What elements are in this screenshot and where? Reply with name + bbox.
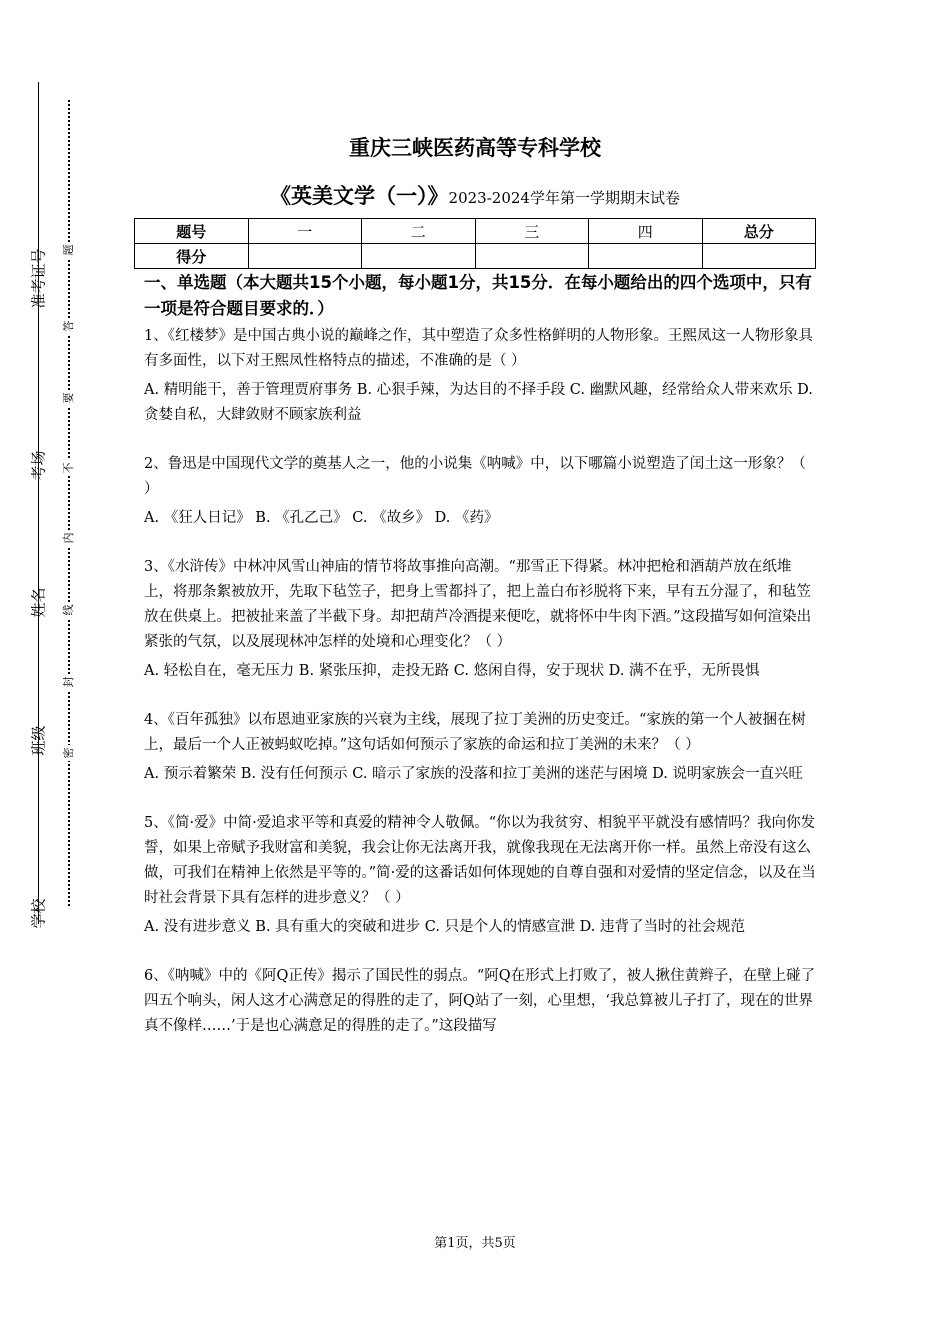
question-stem: 5、《简·爱》中简·爱追求平等和真爱的精神令人敬佩。“你以为我贫穷、相貌平平就没有感情吗？我向你发誓，如果上帝赋予我财富和美貌，我会让你无法离开我，就像我现在无法离开你一样。虽然上帝没有这么做，可我们在精神上依然是平等的。”简·爱的这番话如何体现她的自尊自强和对爱情的坚定信念，以及在当时社会背景下具有怎样的进步意义？（ ） bbox=[144, 815, 816, 906]
score-header-cell: 一 bbox=[248, 219, 362, 244]
term-label: 2023-2024学年第一学期期末试卷 bbox=[448, 189, 680, 207]
question-stem: 3、《水浒传》中林冲风雪山神庙的情节将故事推向高潮。“那雪正下得紧。林冲把枪和酒葫芦放在纸堆上，将那条絮被放开，先取下毡笠子，把身上雪都抖了，把上盖白布衫脱将下来，早有五分湿了，和毡笠放在供桌上。把被扯来盖了半截下身。却把葫芦冷酒提来便吃，就将怀中牛肉下酒。”这段描写如何渲染出紧张的气氛，以及展现林冲怎样的处境和心理变化？（ ） bbox=[144, 559, 812, 650]
question-item bbox=[144, 452, 816, 531]
question-options: A. 《狂人日记》 B. 《孔乙己》 C. 《故乡》 D. 《药》 bbox=[144, 510, 499, 526]
school-title: 重庆三峡医药高等专科学校 bbox=[349, 136, 601, 160]
seal-char: 内 bbox=[60, 530, 76, 546]
question-stem: 4、《百年孤独》以布恩迪亚家族的兴衰为主线，展现了拉丁美洲的历史变迁。“家族的第一个人被捆在树上，最后一个人正被蚂蚁吃掉。”这句话如何预示了家族的命运和拉丁美洲的未来？（ ） bbox=[144, 712, 806, 753]
question-options: A. 没有进步意义 B. 具有重大的突破和进步 C. 只是个人的情感宣泄 D. 违背了当时的社会规范 bbox=[144, 919, 746, 935]
question-item bbox=[144, 708, 816, 787]
score-cell bbox=[248, 244, 362, 269]
score-table-score-row bbox=[135, 244, 816, 269]
score-header-cell: 二 bbox=[362, 219, 476, 244]
question-stem: 2、鲁迅是中国现代文学的奠基人之一，他的小说集《呐喊》中，以下哪篇小说塑造了闰土这一形象？（ ） bbox=[144, 456, 806, 497]
question-options: A. 预示着繁荣 B. 没有任何预示 C. 暗示了家族的没落和拉丁美洲的迷茫与困境 D. 说明家族会一直兴旺 bbox=[144, 766, 804, 782]
binding-label-class: 班级 bbox=[29, 725, 48, 756]
seal-char: 题 bbox=[60, 242, 76, 258]
seal-char: 封 bbox=[60, 674, 76, 690]
score-header-cell: 三 bbox=[475, 219, 589, 244]
binding-label-name: 姓名 bbox=[29, 587, 48, 618]
score-row-label: 得分 bbox=[135, 244, 249, 269]
seal-char: 要 bbox=[60, 390, 76, 406]
question-item bbox=[144, 324, 816, 428]
score-header-cell: 总分 bbox=[702, 219, 816, 244]
section-heading: 一、单选题（本大题共15个小题，每小题1分，共15分．在每小题给出的四个选项中，只有一项是符合题目要求的．） bbox=[144, 273, 812, 318]
question-stem: 1、《红楼梦》是中国古典小说的巅峰之作，其中塑造了众多性格鲜明的人物形象。王熙凤这一人物形象具有多面性，以下对王熙凤性格特点的描述，不准确的是（ ） bbox=[144, 328, 813, 369]
seal-char: 密 bbox=[60, 745, 76, 761]
page-footer: 第1页，共5页 bbox=[434, 1236, 516, 1251]
score-table bbox=[134, 218, 816, 269]
question-item bbox=[144, 555, 816, 684]
binding-label-exam-number: 准考证号 bbox=[29, 248, 48, 309]
exam-content bbox=[144, 270, 816, 1063]
question-stem: 6、《呐喊》中的《阿Q正传》揭示了国民性的弱点。“阿Q在形式上打败了，被人揪住黄辫子，在壁上碰了四五个响头，闲人这才心满意足的得胜的走了，阿Q站了一刻，心里想，‘我总算被儿子打了，现在的世界真不像样……’于是也心满意足的得胜的走了。”这段描写 bbox=[144, 968, 816, 1034]
score-cell bbox=[362, 244, 476, 269]
score-table-header-row bbox=[135, 219, 816, 244]
score-cell bbox=[475, 244, 589, 269]
course-name: 《英美文学（一）》 bbox=[270, 184, 449, 208]
question-options: A. 轻松自在，毫无压力 B. 紧张压抑，走投无路 C. 悠闲自得，安于现状 D. 满不在乎，无所畏惧 bbox=[144, 663, 760, 679]
exam-subtitle bbox=[0, 180, 950, 210]
question-item bbox=[144, 964, 816, 1039]
seal-dotted-line bbox=[68, 100, 70, 906]
score-cell bbox=[589, 244, 703, 269]
score-header-cell: 题号 bbox=[135, 219, 249, 244]
question-item bbox=[144, 811, 816, 940]
binding-label-exam-room: 考场 bbox=[29, 450, 48, 481]
score-cell bbox=[702, 244, 816, 269]
seal-char: 线 bbox=[60, 602, 76, 618]
seal-char: 答 bbox=[60, 318, 76, 334]
question-options: A. 精明能干，善于管理贾府事务 B. 心狠手辣，为达目的不择手段 C. 幽默风趣，经常给众人带来欢乐 D. 贪婪自私，大肆敛财不顾家族利益 bbox=[144, 382, 813, 423]
binding-label-school: 学校 bbox=[29, 898, 48, 929]
score-header-cell: 四 bbox=[589, 219, 703, 244]
seal-char: 不 bbox=[60, 460, 76, 476]
